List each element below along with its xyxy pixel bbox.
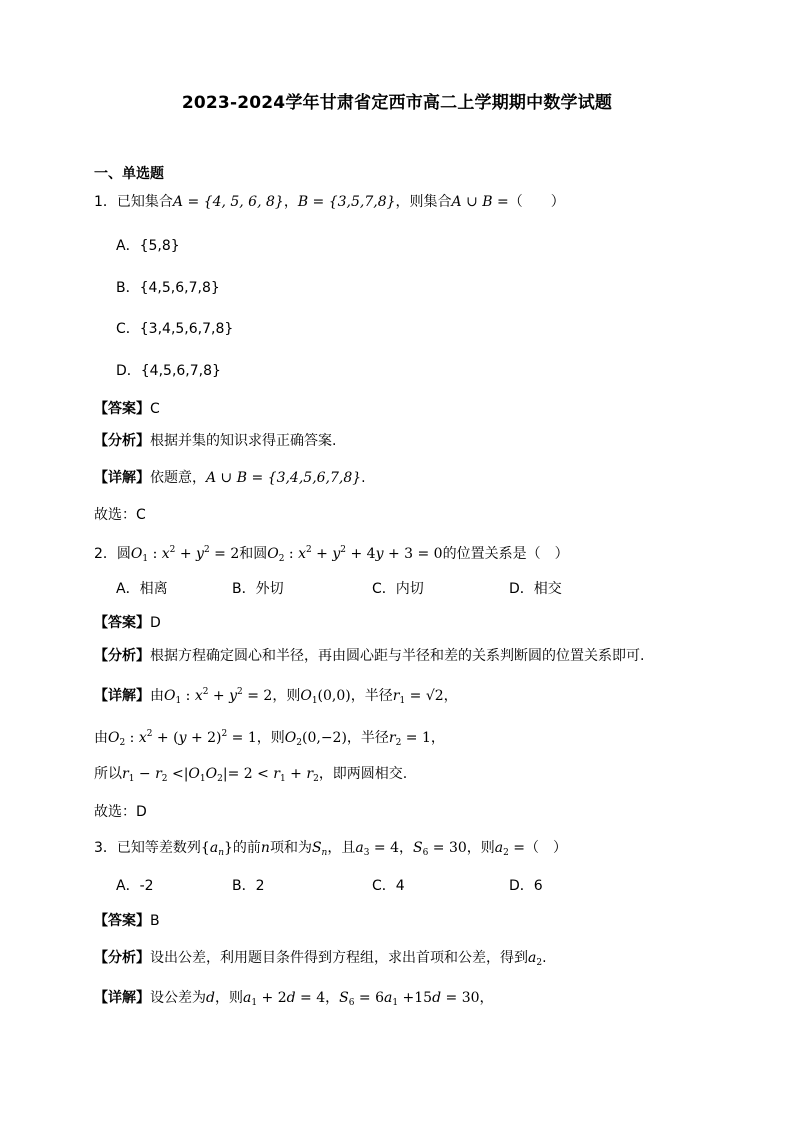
union-expr: A ∪ B = — [451, 194, 509, 210]
q3-option-b: B．2 — [232, 878, 265, 894]
q2-detail-3: 所以$r_1 - r_2 <|O_1O_2|= 2 < r_1 + r_2$，即两圆相交. — [94, 766, 408, 784]
q2-option-a: A．相离 — [116, 581, 168, 597]
set-b: B = {3,5,7,8} — [297, 194, 396, 210]
q2-detail-1: 【详解】由$O_1$ : $x^2 + y^2 = 2$，则$O_1(0,0)$，半径$r_1 = √2$， — [94, 687, 458, 706]
q1-option-a: A．{5,8} — [116, 238, 180, 254]
q1-option-b: B．{4,5,6,7,8} — [116, 280, 220, 296]
q2-analysis: 【分析】根据方程确定圆心和半径，再由圆心距与半径和差的关系判断圆的位置关系即可. — [94, 648, 645, 664]
section-heading: 一、单选题 — [94, 166, 164, 182]
q1-conclusion: 故选：C — [94, 507, 146, 523]
q3-detail: 【详解】设公差为d，则$a_1 + 2d = 4$，$S_6 = 6a_1 +15d = 30$， — [94, 990, 494, 1008]
q2-option-c: C．内切 — [372, 581, 424, 597]
q3-analysis: 【分析】设出公差，利用题目条件得到方程组，求出首项和公差，得到$a_2$. — [94, 950, 547, 968]
page-title: 2023-2024学年甘肃省定西市高二上学期期中数学试题 — [181, 93, 613, 113]
question-2-stem: 2．圆$O_1$ : $x^2 + y^2 = 2$和圆$O_2$ : $x^2 + y^2 + 4y + 3 = 0$的位置关系是（ ） — [94, 545, 569, 564]
q3-option-c: C．4 — [372, 878, 405, 894]
q1-option-c: C．{3,4,5,6,7,8} — [116, 321, 234, 337]
q1-detail: 【详解】依题意，A ∪ B = {3,4,5,6,7,8}. — [94, 470, 366, 486]
q3-option-a: A．-2 — [116, 878, 154, 894]
q1-analysis: 【分析】根据并集的知识求得正确答案. — [94, 433, 337, 449]
set-a: A = {4, 5, 6, 8} — [172, 194, 284, 210]
question-1-stem: 1．已知集合A = {4, 5, 6, 8}，B = {3,5,7,8}，则集合A ∪ B =（ ） — [94, 194, 565, 210]
q2-conclusion: 故选：D — [94, 804, 147, 820]
question-3-stem: 3．已知等差数列$\{a_n\}$的前n项和为$S_n$，且$a_3 = 4$，$S_6 = 30$，则$a_2$ =（ ） — [94, 840, 568, 858]
q2-answer: 【答案】D — [94, 615, 161, 631]
q2-option-d: D．相交 — [509, 581, 562, 597]
q2-detail-2: 由$O_2$ : $x^2 + (y + 2)^2 = 1$，则$O_2(0,-2)$，半径$r_2 = 1$， — [94, 729, 445, 748]
q1-option-d: D．{4,5,6,7,8} — [116, 363, 221, 379]
q3-option-d: D．6 — [509, 878, 543, 894]
q2-option-b: B．外切 — [232, 581, 284, 597]
q1-answer: 【答案】C — [94, 401, 160, 417]
q3-answer: 【答案】B — [94, 913, 160, 929]
